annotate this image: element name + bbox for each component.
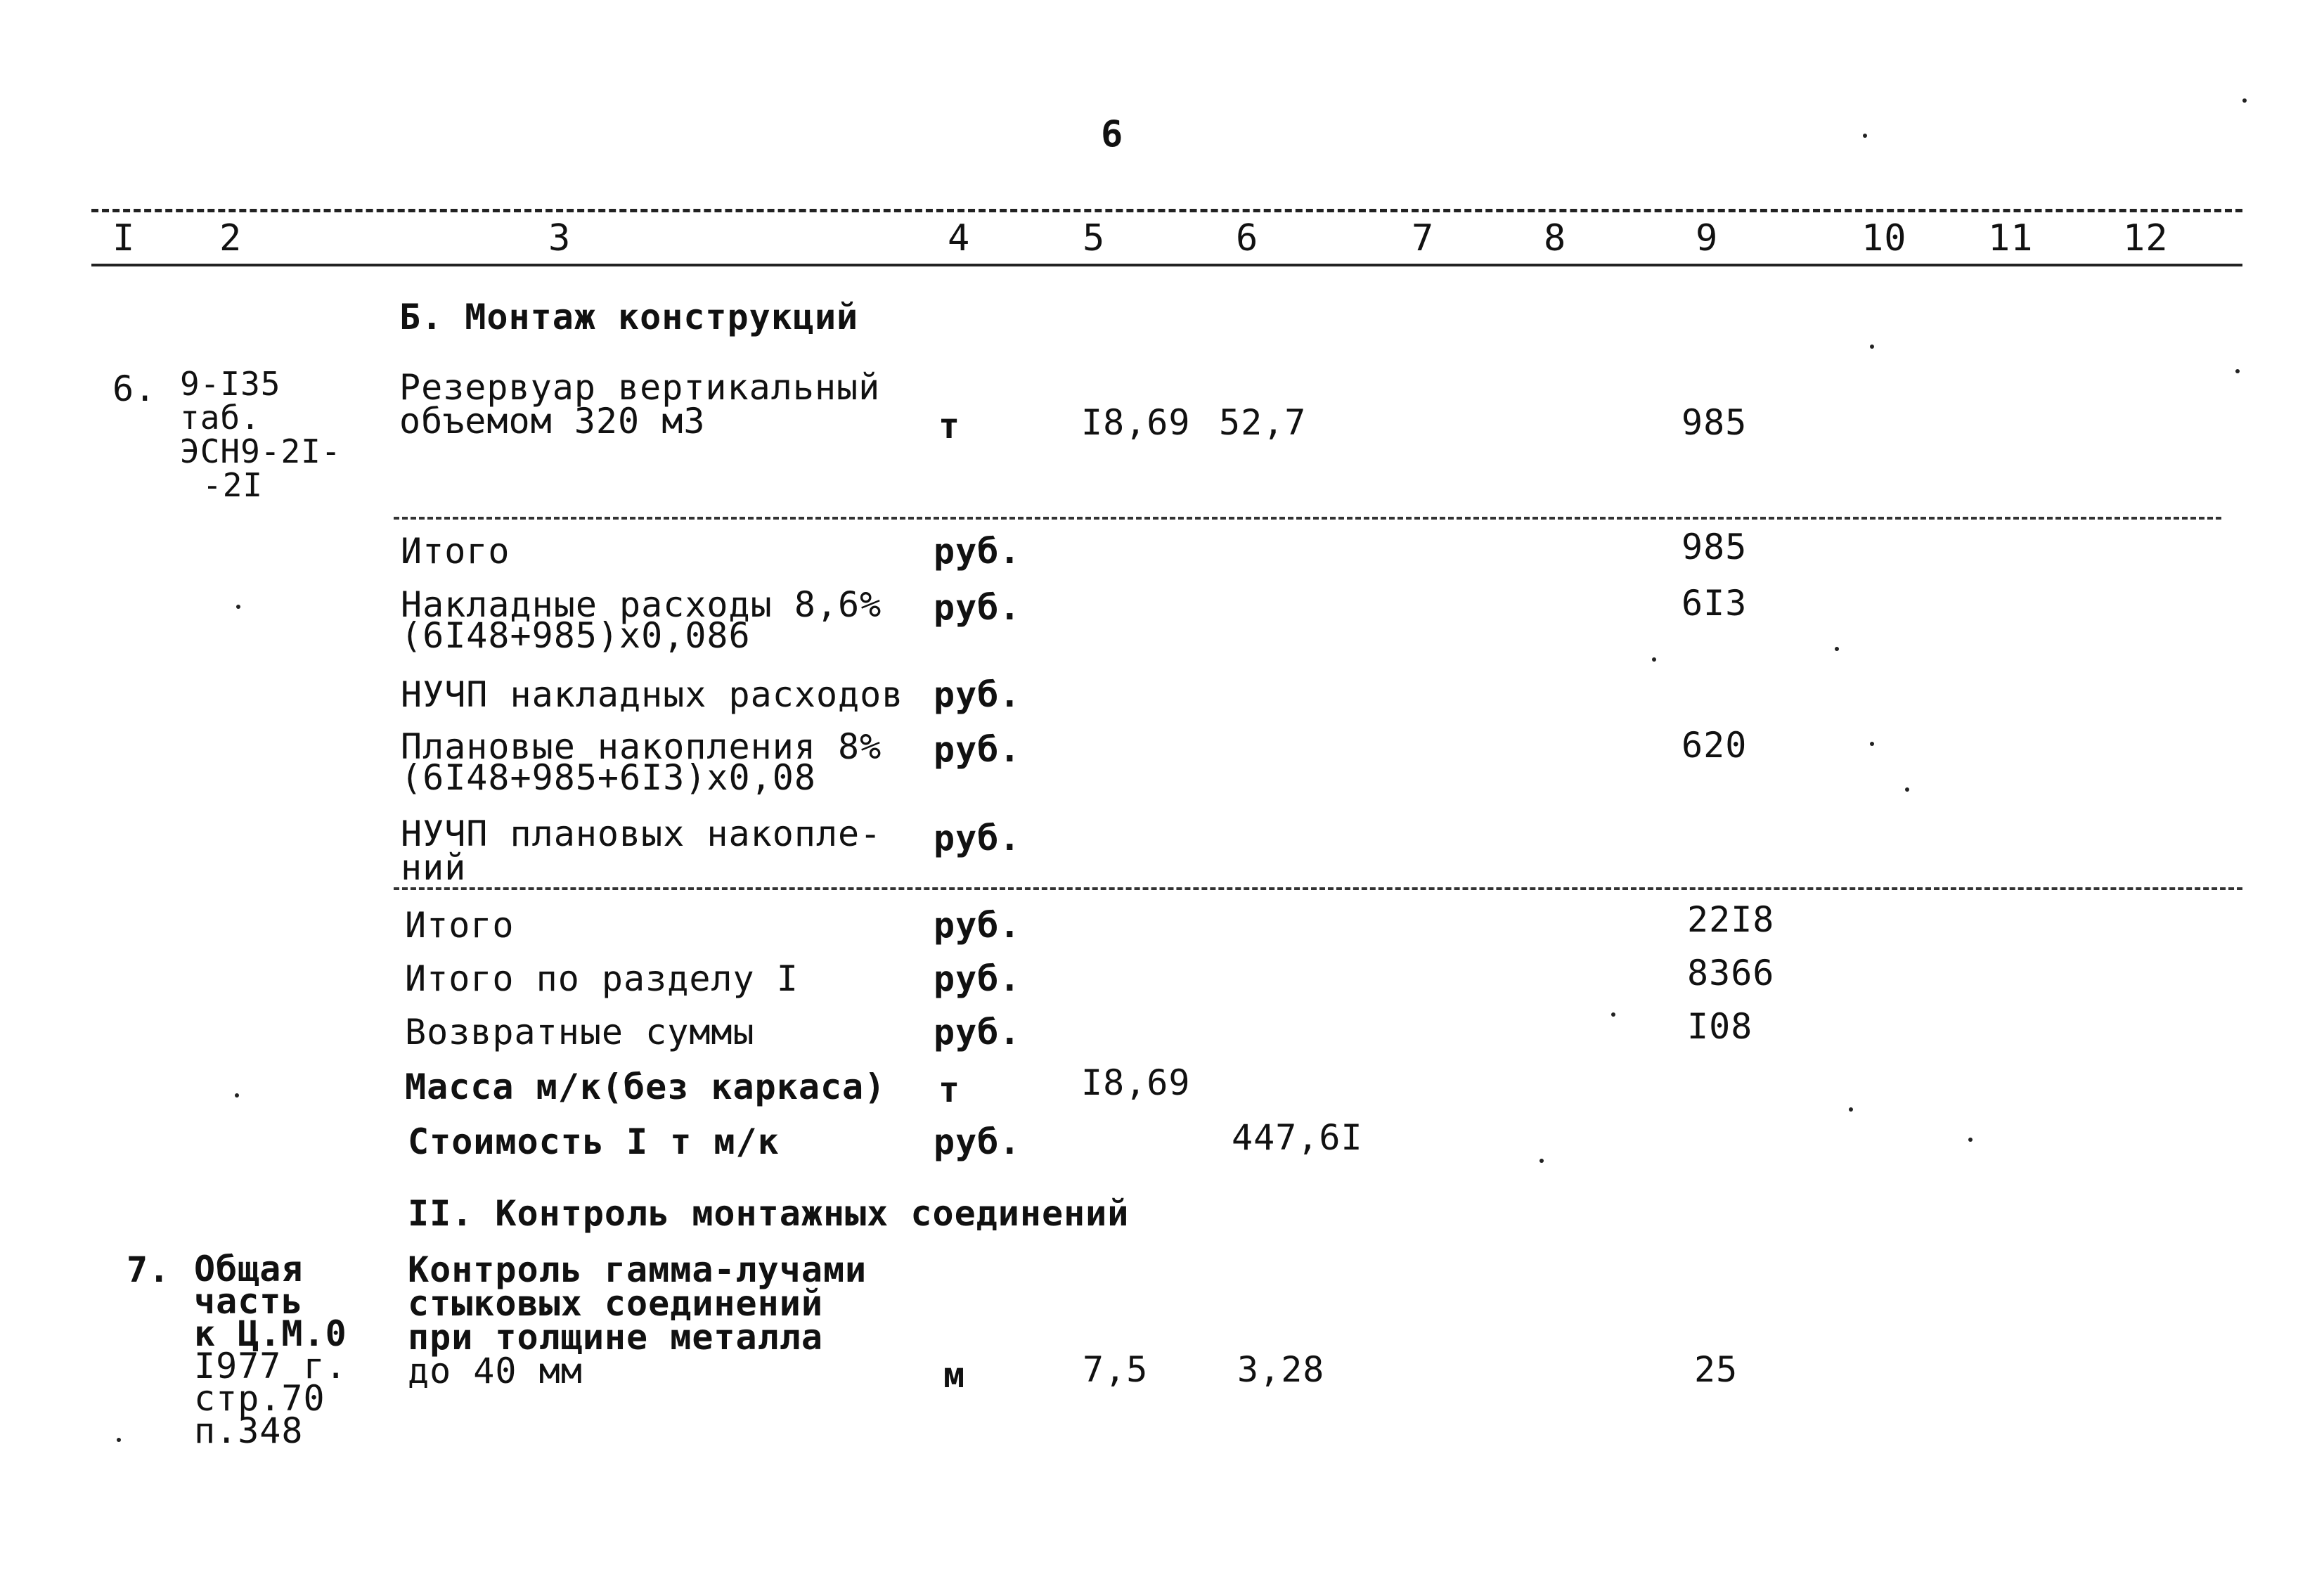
item-7-price: 3,28: [1237, 1349, 1325, 1390]
item-7-name-line-1: Контроль гамма-лучами: [408, 1249, 867, 1290]
page-number: 6: [1101, 113, 1124, 155]
col-header-6: 6: [1236, 217, 1259, 259]
row-itogo-2-unit: руб.: [934, 905, 1021, 946]
item-7-ref-line-4: I977 г.: [194, 1346, 347, 1386]
row-mass-name: Масса м/к(без каркаса): [405, 1067, 886, 1107]
row-nuchp-planned-name-line-1: НУЧП плановых накопле-: [401, 813, 882, 854]
col-header-7: 7: [1412, 217, 1435, 259]
row-itogo-2-name: Итого: [405, 905, 515, 946]
scan-speck: [1611, 1012, 1615, 1017]
col-header-12: 12: [2123, 217, 2169, 259]
item-6-name-line-2: объемом 320 м3: [399, 401, 706, 442]
scan-speck: [1652, 657, 1656, 662]
item-6-unit: т: [938, 406, 961, 446]
scan-speck: [1539, 1159, 1544, 1163]
row-section-total-total: 8366: [1687, 953, 1775, 993]
col-header-3: 3: [548, 217, 572, 259]
col-header-4: 4: [948, 217, 971, 259]
row-nuchp-overhead-unit: руб.: [934, 674, 1021, 715]
col-header-10: 10: [1861, 217, 1907, 259]
row-unit-cost-name: Стоимость I т м/к: [408, 1121, 780, 1162]
row-itogo-2-total: 22I8: [1687, 899, 1775, 940]
scan-speck: [117, 1438, 121, 1442]
col-header-1: I: [112, 217, 136, 259]
scan-speck: [1870, 345, 1874, 349]
col-header-5: 5: [1083, 217, 1106, 259]
item-7-ref-line-1: Общая: [194, 1249, 304, 1289]
scan-speck: [1870, 742, 1874, 746]
row-returns-total: I08: [1687, 1006, 1753, 1047]
row-nuchp-planned-unit: руб.: [934, 818, 1021, 858]
scan-speck: [1905, 787, 1909, 792]
section-ii-title: II. Контроль монтажных соединений: [408, 1193, 1130, 1234]
row-section-total-unit: руб.: [934, 958, 1021, 999]
row-overhead-total: 6I3: [1681, 583, 1748, 624]
row-nuchp-planned-name-line-2: ний: [401, 847, 467, 888]
col-header-2: 2: [219, 217, 243, 259]
item-7-total: 25: [1694, 1349, 1738, 1390]
row-planned-unit: руб.: [934, 729, 1021, 770]
item-7-name-line-3: при толщине металла: [408, 1317, 823, 1358]
row-overhead-name-line-1: Накладные расходы 8,6%: [401, 584, 882, 625]
scan-speck: [1968, 1138, 1973, 1142]
subtotal-rule-2: [394, 887, 2242, 890]
item-7-qty: 7,5: [1083, 1349, 1149, 1390]
item-6-ref-line-3: ЭСН9-2I-: [180, 432, 342, 470]
item-6-ref-line-1: 9-I35: [180, 365, 281, 403]
item-6-ref-line-4: -2I: [202, 466, 264, 504]
row-itogo-1-name: Итого: [401, 531, 510, 572]
item-7-unit: м: [943, 1355, 966, 1396]
scan-speck: [235, 1093, 239, 1098]
item-6-number: 6.: [112, 368, 157, 409]
scan-speck: [1835, 647, 1839, 651]
row-returns-unit: руб.: [934, 1012, 1021, 1053]
item-7-number: 7.: [127, 1249, 171, 1290]
item-7-ref-line-5: стр.70: [194, 1378, 325, 1419]
row-unit-cost-unit: руб.: [934, 1121, 1021, 1162]
row-nuchp-overhead-name: НУЧП накладных расходов: [401, 674, 904, 715]
section-b-title: Б. Монтаж конструкций: [399, 297, 859, 337]
row-itogo-1-total: 985: [1681, 527, 1748, 567]
row-planned-total: 620: [1681, 725, 1748, 766]
scan-speck: [1863, 134, 1867, 138]
header-bottom-rule: [91, 264, 2242, 266]
item-6-price: 52,7: [1219, 402, 1307, 443]
row-section-total-name: Итого по разделу I: [405, 958, 799, 999]
row-returns-name: Возвратные суммы: [405, 1012, 755, 1053]
scan-speck: [2235, 369, 2240, 373]
item-7-name-line-4: до 40 мм: [408, 1351, 583, 1391]
row-mass-qty: I8,69: [1081, 1062, 1191, 1103]
subtotal-rule-1: [394, 517, 2221, 520]
col-header-8: 8: [1544, 217, 1567, 259]
col-header-9: 9: [1696, 217, 1719, 259]
row-planned-name-line-2: (6I48+985+6I3)х0,08: [401, 757, 816, 798]
row-unit-cost-price: 447,6I: [1232, 1117, 1363, 1158]
scan-speck: [2242, 98, 2247, 103]
row-overhead-name-line-2: (6I48+985)х0,086: [401, 615, 751, 656]
item-6-name-line-1: Резервуар вертикальный: [399, 367, 881, 408]
header-top-rule: [91, 209, 2242, 212]
row-planned-name-line-1: Плановые накопления 8%: [401, 726, 882, 767]
item-6-ref-line-2: таб.: [180, 399, 261, 437]
item-6-total: 985: [1681, 402, 1748, 443]
item-7-ref-line-6: п.348: [194, 1410, 304, 1451]
item-6-qty: I8,69: [1081, 402, 1191, 443]
scan-speck: [236, 605, 240, 609]
item-7-name-line-2: стыковых соединений: [408, 1283, 823, 1324]
row-itogo-1-unit: руб.: [934, 531, 1021, 572]
item-7-ref-line-2: часть: [194, 1281, 304, 1322]
row-overhead-unit: руб.: [934, 587, 1021, 628]
item-7-ref-line-3: к Ц.М.0: [194, 1313, 347, 1354]
col-header-11: 11: [1988, 217, 2034, 259]
row-mass-unit: т: [938, 1069, 961, 1110]
scan-speck: [1849, 1107, 1853, 1112]
